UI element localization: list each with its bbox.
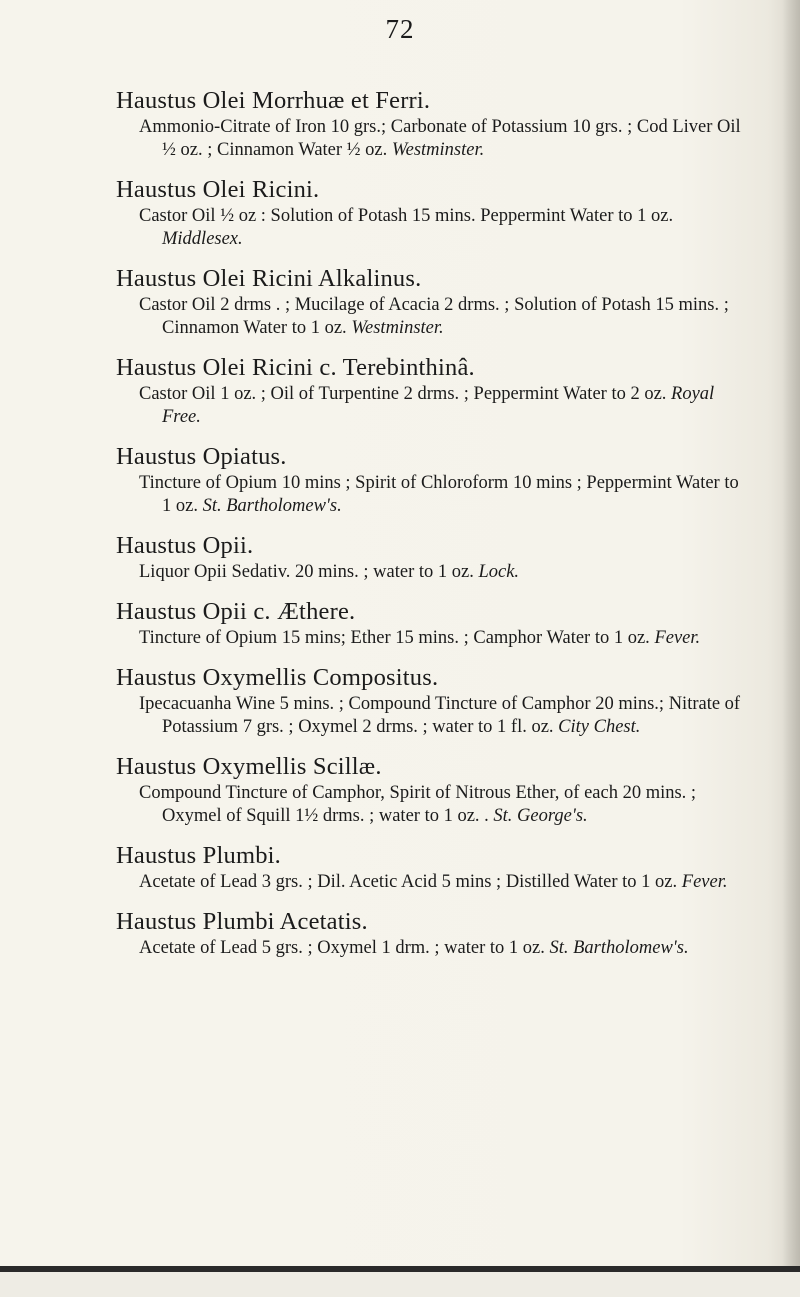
formula-entry bbox=[116, 597, 746, 650]
formula-body bbox=[139, 937, 746, 960]
formula-source: Westminster. bbox=[391, 140, 485, 160]
formula-title: Haustus Olei Ricini c. Terebinthinâ. bbox=[116, 354, 475, 381]
formula-entry bbox=[116, 86, 746, 162]
formula-ingredients: Tincture of Opium 15 mins; Ether 15 mins. ; Camphor Water to 1 oz. bbox=[139, 628, 650, 648]
formula-body bbox=[139, 561, 746, 584]
page-bottom-margin bbox=[0, 1272, 800, 1297]
formula-ingredients: Ammonio-Citrate of Iron 10 grs.; Carbonate of Potassium 10 grs. ; Cod Liver Oil ½ oz. ; Cinnamon Water ½ oz. bbox=[139, 117, 741, 160]
page-edge-shadow bbox=[782, 0, 800, 1297]
formula-list bbox=[116, 86, 746, 973]
formula-ingredients: Acetate of Lead 5 grs. ; Oxymel 1 drm. ; water to 1 oz. bbox=[139, 938, 545, 958]
formula-entry bbox=[116, 531, 746, 584]
formula-ingredients: Castor Oil 1 oz. ; Oil of Turpentine 2 drms. ; Peppermint Water to 2 oz. bbox=[139, 384, 667, 404]
formula-source: Middlesex. bbox=[162, 229, 243, 249]
formula-ingredients: Castor Oil ½ oz : Solution of Potash 15 mins. Peppermint Water to 1 oz. bbox=[139, 206, 674, 226]
formula-ingredients: Liquor Opii Sedativ. 20 mins. ; water to 1 oz. bbox=[139, 562, 474, 582]
formula-ingredients: Compound Tincture of Camphor, Spirit of Nitrous Ether, of each 20 mins. ; Oxymel of Squill 1½ drms. ; water to 1 oz. . bbox=[139, 783, 697, 826]
formula-source: Fever. bbox=[654, 628, 701, 648]
formula-body bbox=[139, 383, 746, 429]
formula-source: St. George's. bbox=[493, 806, 588, 826]
formula-entry bbox=[116, 353, 746, 429]
formula-title: Haustus Opii c. Æthere. bbox=[116, 598, 356, 625]
formula-title: Haustus Olei Morrhuæ et Ferri. bbox=[116, 87, 431, 114]
formula-body bbox=[139, 205, 746, 251]
formula-source: City Chest. bbox=[558, 717, 641, 737]
formula-title: Haustus Oxymellis Compositus. bbox=[116, 664, 439, 691]
formula-body bbox=[139, 782, 746, 828]
formula-source: St. Bartholomew's. bbox=[549, 938, 689, 958]
page-number: 72 bbox=[385, 14, 415, 44]
formula-source: Lock. bbox=[478, 562, 520, 582]
formula-entry bbox=[116, 752, 746, 828]
formula-body bbox=[139, 472, 746, 518]
formula-body bbox=[139, 627, 746, 650]
formula-body bbox=[139, 116, 746, 162]
formula-ingredients: Ipecacuanha Wine 5 mins. ; Compound Tincture of Camphor 20 mins.; Nitrate of Potassium 7 grs. ; Oxymel 2 drms. ; water to 1 fl. oz. bbox=[139, 694, 741, 737]
formula-entry bbox=[116, 663, 746, 739]
formula-entry bbox=[116, 264, 746, 340]
formula-entry bbox=[116, 442, 746, 518]
formula-ingredients: Acetate of Lead 3 grs. ; Dil. Acetic Acid 5 mins ; Distilled Water to 1 oz. bbox=[139, 872, 678, 892]
formula-title: Haustus Opiatus. bbox=[116, 443, 287, 470]
formula-source: Westminster. bbox=[351, 318, 444, 338]
formula-entry bbox=[116, 841, 746, 894]
formula-title: Haustus Opii. bbox=[116, 532, 254, 559]
formula-body bbox=[139, 693, 746, 739]
formula-entry bbox=[116, 175, 746, 251]
formula-title: Haustus Oxymellis Scillæ. bbox=[116, 753, 382, 780]
formula-entry bbox=[116, 907, 746, 960]
formula-body bbox=[139, 871, 746, 894]
formula-title: Haustus Plumbi. bbox=[116, 842, 281, 869]
formula-body bbox=[139, 294, 746, 340]
formula-ingredients: Castor Oil 2 drms . ; Mucilage of Acacia 2 drms. ; Solution of Potash 15 mins. ; Cinnamon Water to 1 oz. bbox=[139, 295, 729, 338]
formula-title: Haustus Olei Ricini. bbox=[116, 176, 320, 203]
formula-source: St. Bartholomew's. bbox=[202, 496, 342, 516]
formula-source: Fever. bbox=[681, 872, 728, 892]
formula-ingredients: Tincture of Opium 10 mins ; Spirit of Chloroform 10 mins ; Peppermint Water to 1 oz. bbox=[139, 473, 739, 516]
formula-title: Haustus Plumbi Acetatis. bbox=[116, 908, 368, 935]
formula-source: Royal Free. bbox=[162, 384, 715, 427]
formula-title: Haustus Olei Ricini Alkalinus. bbox=[116, 265, 422, 292]
